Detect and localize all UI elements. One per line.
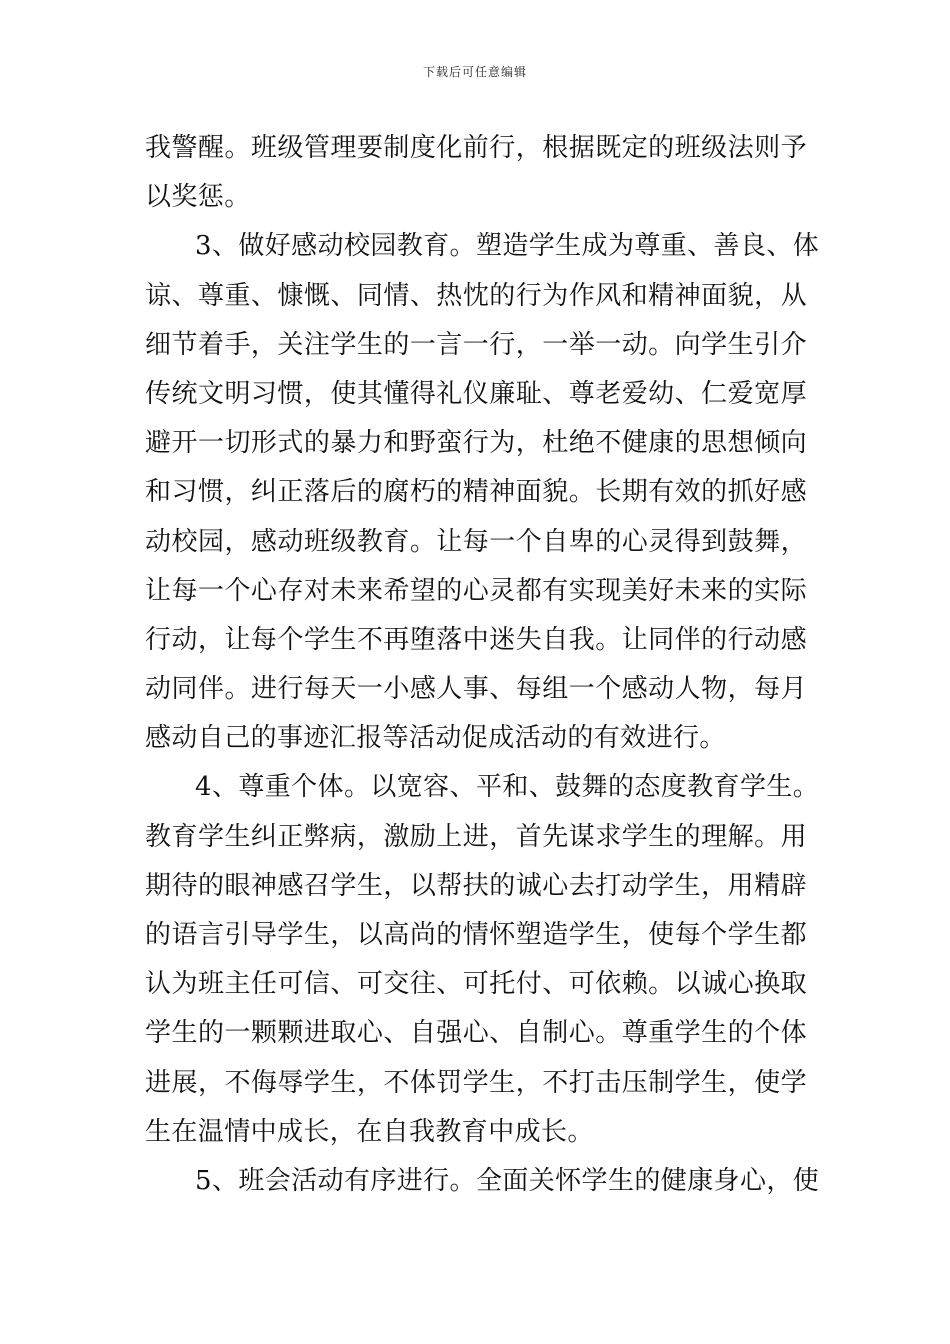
text-line: 传统文明习惯，使其懂得礼仪廉耻、尊老爱幼、仁爱宽厚: [145, 378, 807, 409]
text-line: 的语言引导学生，以高尚的情怀塑造学生，使每个学生都: [145, 920, 807, 950]
paragraph-start-line: 5、班会活动有序进行。全面关怀学生的健康身心，使: [195, 1165, 820, 1196]
text-line: 感动自己的事迹汇报等活动促成活动的有效进行。: [145, 723, 726, 754]
text-line: 和习惯，纠正落后的腐朽的精神面貌。长期有效的抓好感: [145, 477, 807, 508]
text-line: 细节着手，关注学生的一言一行，一举一动。向学生引介: [145, 329, 807, 360]
text-line: 期待的眼神感召学生，以帮扶的诚心去打动学生，用精辟: [145, 870, 807, 901]
text-line: 生在温情中成长，在自我教育中成长。: [145, 1116, 594, 1147]
text-line: 以奖惩。: [145, 182, 251, 213]
text-line: 动校园，感动班级教育。让每一个自卑的心灵得到鼓舞，: [145, 526, 807, 557]
document-body: [145, 124, 820, 1206]
text-line: 认为班主任可信、可交往、可托付、可依赖。以诚心换取: [145, 969, 807, 1000]
text-line: 动同伴。进行每天一小感人事、每组一个感动人物，每月: [145, 674, 807, 705]
text-line: 谅、尊重、慷慨、同情、热忱的行为作风和精神面貌，从: [145, 280, 807, 311]
text-line: 让每一个心存对未来希望的心灵都有实现美好未来的实际: [145, 575, 807, 606]
text-line: 我警醒。班级管理要制度化前行，根据既定的班级法则予: [145, 133, 807, 163]
page-header: 下载后可任意编辑: [422, 65, 527, 79]
text-line: 避开一切形式的暴力和野蛮行为，杜绝不健康的思想倾向: [145, 428, 807, 459]
paragraph-start-line: 3、做好感动校园教育。塑造学生成为尊重、善良、体: [195, 231, 820, 262]
text-line: 进展，不侮辱学生，不体罚学生，不打击压制学生，使学: [145, 1067, 807, 1098]
text-line: 学生的一颗颗进取心、自强心、自制心。尊重学生的个体: [145, 1018, 807, 1049]
text-line: 行动，让每个学生不再堕落中迷失自我。让同伴的行动感: [145, 624, 807, 655]
paragraph-start-line: 4、尊重个体。以宽容、平和、鼓舞的态度教育学生。: [195, 772, 820, 803]
text-line: 教育学生纠正弊病，激励上进，首先谋求学生的理解。用: [145, 821, 807, 852]
